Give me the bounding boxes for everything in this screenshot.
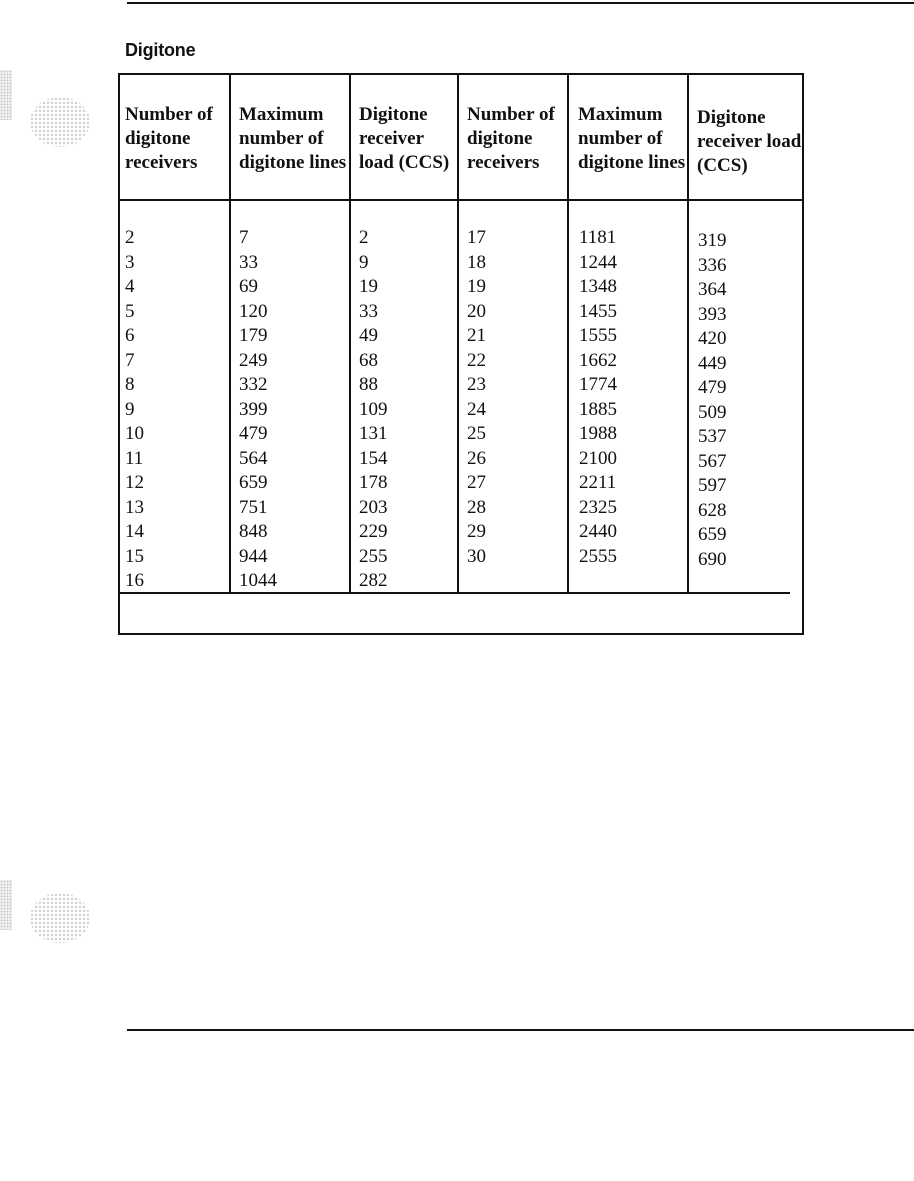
table-cell: 120 [239,300,268,322]
table-cell: 19 [467,276,486,297]
table-cell: 1555 [579,325,617,346]
bottom-rule [127,1029,914,1031]
table-cell: 2325 [579,496,617,518]
header-receivers-2: Number of digitone receivers [467,104,555,173]
table-cell: 399 [239,398,268,420]
table-cell: 10 [125,423,144,444]
column-divider [567,73,569,592]
table-cell: 18 [467,251,486,273]
table-cell: 68 [359,349,378,371]
table-cell: 2440 [579,521,617,542]
table-cell: 1455 [579,300,617,322]
punch-hole-mark [30,97,90,147]
table-cell: 659 [239,472,268,493]
table-cell: 29 [467,521,486,542]
table-cell: 2211 [579,472,617,493]
table-cell: 17 [467,227,486,248]
table-cell: 9 [359,251,369,273]
table-cell: 751 [239,496,268,518]
table-cell: 131 [359,423,388,444]
table-cell: 13 [125,496,144,518]
table-cell: 2 [359,227,369,248]
table-cell: 33 [359,300,378,322]
column-max-lines-1 [239,226,277,594]
table-cell: 69 [239,276,258,297]
column-receivers-2 [467,226,486,569]
table-cell: 16 [125,570,144,591]
table-cell: 15 [125,545,144,567]
table-cell: 509 [698,401,727,423]
table-cell: 336 [698,254,727,276]
table-cell: 7 [125,349,135,371]
punch-hole-mark [30,893,90,943]
table-cell: 364 [698,279,727,300]
column-divider [349,73,351,592]
table-cell: 944 [239,545,268,567]
table-cell: 2 [125,227,135,248]
top-rule [127,2,914,4]
table-cell: 1244 [579,251,617,273]
table-cell: 2100 [579,447,617,469]
table-cell: 1774 [579,374,617,395]
table-cell: 479 [239,423,268,444]
table-cell: 1662 [579,349,617,371]
table-cell: 332 [239,374,268,395]
column-receivers-1 [125,226,144,594]
table-cell: 25 [467,423,486,444]
header-max-lines-2: Maximum number of digitone lines [578,104,686,173]
table-cell: 14 [125,521,144,542]
scan-speckle [0,880,12,930]
table-cell: 88 [359,374,378,395]
table-cell: 449 [698,352,727,374]
table-cell: 178 [359,472,388,493]
table-cell: 49 [359,325,378,346]
table-cell: 19 [359,276,378,297]
table-cell: 4 [125,276,135,297]
column-divider [229,73,231,592]
table-cell: 11 [125,447,144,469]
table-cell: 23 [467,374,486,395]
table-cell: 597 [698,475,727,496]
table-cell: 282 [359,570,388,591]
table-cell: 567 [698,450,727,472]
header-divider [118,199,804,201]
table-cell: 203 [359,496,388,518]
table-cell: 12 [125,472,144,493]
table-cell: 393 [698,303,727,325]
table-cell: 20 [467,300,486,322]
table-cell: 6 [125,325,135,346]
table-cell: 1044 [239,570,277,591]
table-cell: 24 [467,398,486,420]
column-load-1 [359,226,388,594]
table-cell: 690 [698,548,727,570]
header-load-2: Digitone receiver load (CCS) [697,107,802,176]
table-cell: 420 [698,328,727,349]
table-cell: 1988 [579,423,617,444]
column-divider [687,73,689,592]
table-cell: 109 [359,398,388,420]
table-cell: 22 [467,349,486,371]
column-max-lines-2 [579,226,617,569]
table-cell: 154 [359,447,388,469]
column-divider [457,73,459,592]
table-cell: 1348 [579,276,617,297]
table-cell: 28 [467,496,486,518]
table-cell: 7 [239,227,249,248]
section-title: Digitone [125,40,196,60]
table-cell: 848 [239,521,268,542]
table-cell: 659 [698,524,727,545]
table-cell: 27 [467,472,486,493]
header-load-1: Digitone receiver load (CCS) [359,104,450,173]
table-cell: 3 [125,251,135,273]
table-body-bottom-rule [118,592,790,594]
table-cell: 537 [698,426,727,447]
header-receivers-1: Number of digitone receivers [125,104,213,173]
table-cell: 229 [359,521,388,542]
table-cell: 564 [239,447,268,469]
table-cell: 5 [125,300,135,322]
table-cell: 2555 [579,545,617,567]
table-cell: 21 [467,325,486,346]
column-load-2 [698,229,727,572]
table-cell: 8 [125,374,135,395]
scan-speckle [0,70,12,120]
table-cell: 628 [698,499,727,521]
table-cell: 479 [698,377,727,398]
table-cell: 30 [467,545,486,567]
table-cell: 255 [359,545,388,567]
table-cell: 9 [125,398,135,420]
table-cell: 319 [698,230,727,251]
table-cell: 1181 [579,227,617,248]
header-max-lines-1: Maximum number of digitone lines [239,104,347,173]
table-cell: 1885 [579,398,617,420]
table-cell: 26 [467,447,486,469]
table-cell: 179 [239,325,268,346]
table-cell: 249 [239,349,268,371]
table-cell: 33 [239,251,258,273]
